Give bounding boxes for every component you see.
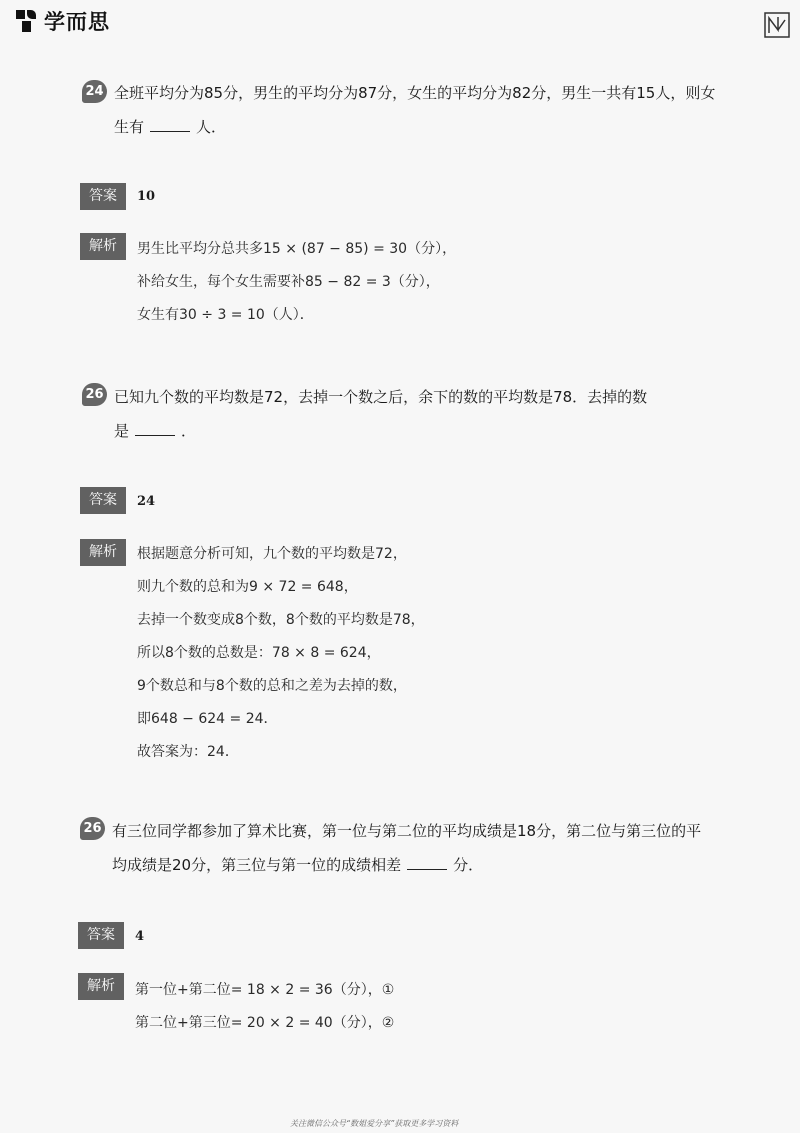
question-text: 生有 人． (114, 118, 227, 136)
question-text: 全班平均分为85分，男生的平均分为87分，女生的平均分为82分，男生一共有15人，则女 (114, 84, 716, 102)
analysis-line: 男生比平均分总共多15 × (87 − 85) = 30（分）， (137, 241, 457, 257)
analysis-line: 则九个数的总和为9 × 72 = 648， (137, 579, 358, 595)
question-number-badge: 24 (82, 80, 107, 103)
analysis-line: 第一位+第二位= 18 × 2 = 36（分），① (135, 982, 395, 998)
analysis-line: 根据题意分析可知，九个数的平均数是72， (137, 546, 407, 562)
analysis-line: 去掉一个数变成8个数，8个数的平均数是78， (137, 612, 425, 628)
answer-blank (135, 423, 175, 436)
answer-tag: 答案 (80, 183, 126, 210)
analysis-line: 补给女生，每个女生需要补85 − 82 = 3（分）， (137, 274, 440, 290)
analysis-line: 所以8个数的总数是：78 × 8 = 624， (137, 645, 381, 661)
answer-blank (407, 857, 447, 870)
analysis-line: 故答案为：24． (137, 744, 239, 760)
answer-value: 10 (137, 189, 156, 204)
answer-tag: 答案 (80, 487, 126, 514)
analysis-tag: 解析 (78, 973, 124, 1000)
answer-value: 4 (135, 929, 145, 944)
answer-tag: 答案 (78, 922, 124, 949)
analysis-line: 9个数总和与8个数的总和之差为去掉的数， (137, 678, 407, 694)
logo-text: 学而思 (44, 10, 110, 34)
analysis-tag: 解析 (80, 539, 126, 566)
analysis-line: 即648 − 624 = 24． (137, 711, 278, 727)
question-text: 均成绩是20分，第三位与第一位的成绩相差 分． (112, 856, 484, 874)
question-text: 是 ． (114, 422, 197, 440)
question-text: 有三位同学都参加了算术比赛，第一位与第二位的平均成绩是18分，第二位与第三位的平 (112, 822, 702, 840)
corner-emblem-icon (764, 12, 790, 38)
brand-logo (14, 6, 110, 36)
analysis-line: 女生有30 ÷ 3 = 10（人）． (137, 307, 314, 323)
question-number-badge: 26 (80, 817, 105, 840)
question-number-badge: 26 (82, 383, 107, 406)
analysis-tag: 解析 (80, 233, 126, 260)
analysis-line: 第二位+第三位= 20 × 2 = 40（分），② (135, 1015, 395, 1031)
answer-value: 24 (137, 494, 156, 509)
logo-icon (14, 8, 40, 34)
footer-watermark: 关注微信公众号“数姐爱分享”获取更多学习资料 (290, 1119, 459, 1128)
answer-blank (150, 119, 190, 132)
question-text: 已知九个数的平均数是72，去掉一个数之后，余下的数的平均数是78．去掉的数 (114, 388, 648, 406)
